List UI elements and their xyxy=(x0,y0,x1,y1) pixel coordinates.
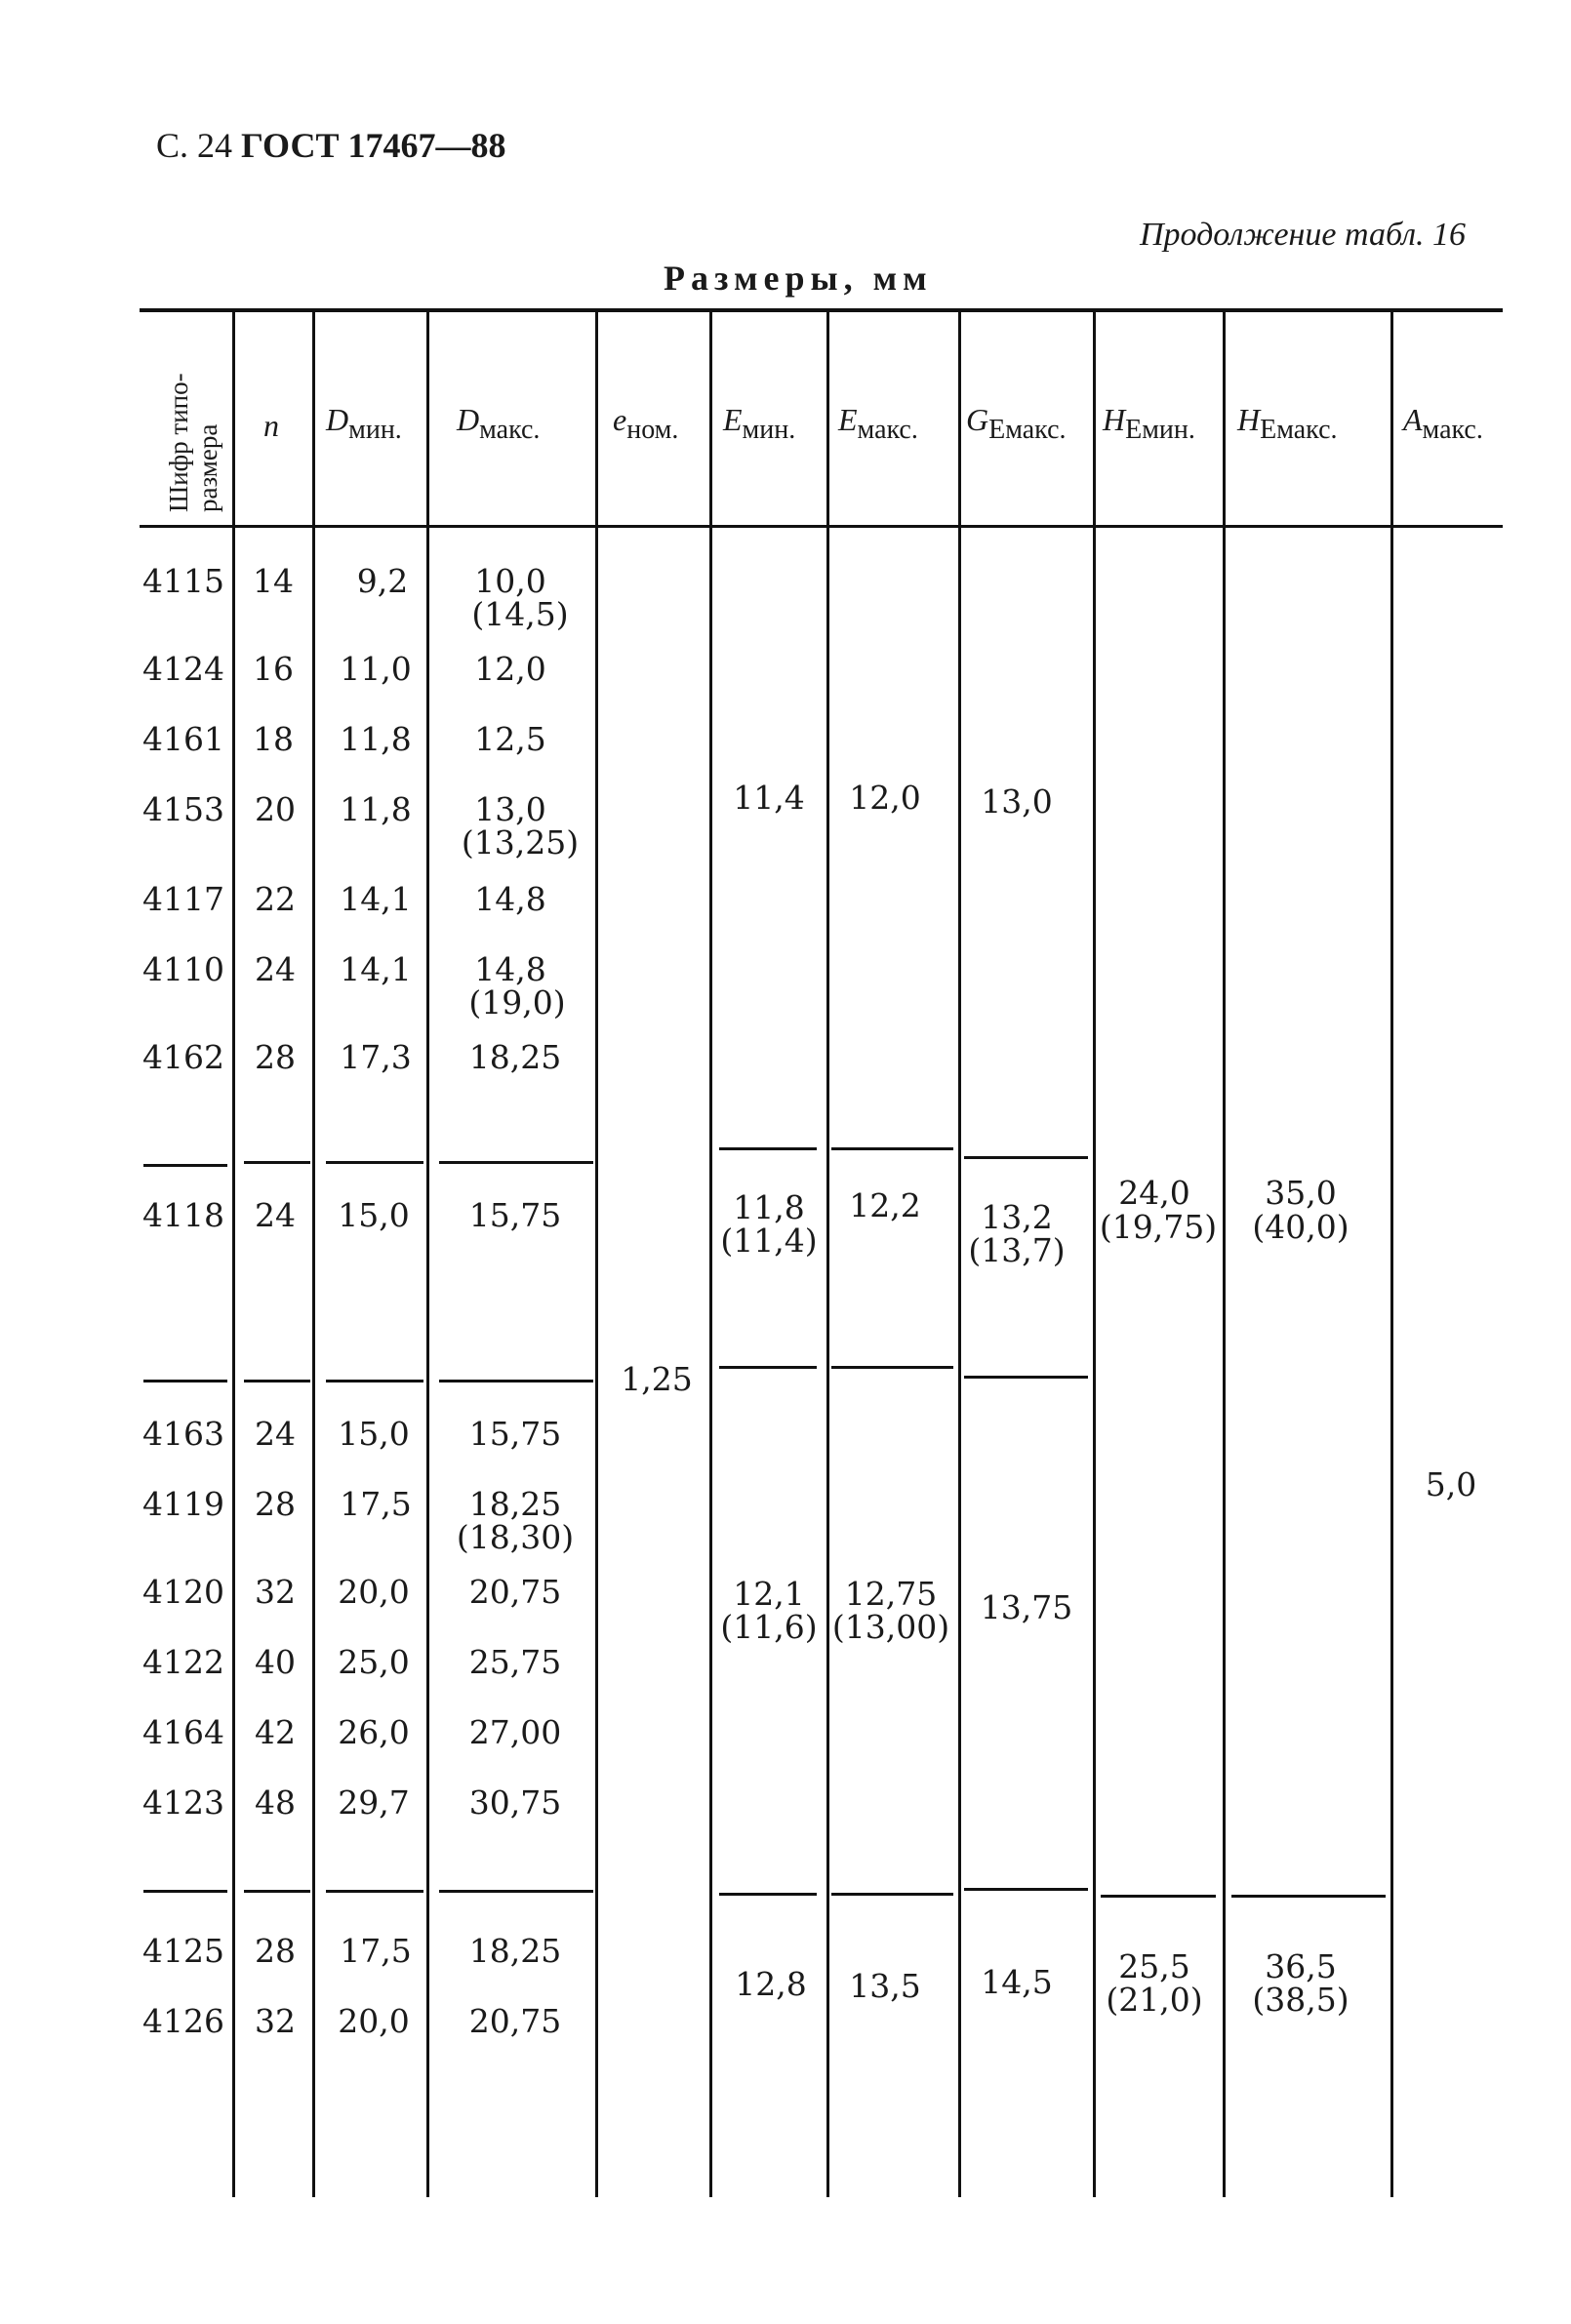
group-rule xyxy=(326,1161,423,1164)
group-g-e-max: 13,75 xyxy=(980,1588,1073,1626)
col-rule xyxy=(958,312,961,2197)
row-d-max: 12,0 xyxy=(474,650,546,688)
row-n: 32 xyxy=(255,1573,296,1611)
e-nom-value: 1,25 xyxy=(621,1360,693,1398)
row-d-min: 20,0 xyxy=(338,2002,410,2040)
row-d-min: 20,0 xyxy=(338,1573,410,1611)
group-g-e-max: 13,0 xyxy=(981,782,1053,821)
group-rule xyxy=(439,1380,593,1382)
row-d-min: 14,1 xyxy=(340,880,412,918)
group-rule xyxy=(143,1890,227,1893)
row-d-min: 15,0 xyxy=(338,1415,410,1453)
col-rule xyxy=(426,312,429,2197)
group-rule xyxy=(143,1164,227,1167)
row-code: 4164 xyxy=(142,1713,224,1751)
group-e-min: 12,1 xyxy=(733,1575,805,1613)
group-h-e-max-alt: (40,0) xyxy=(1252,1208,1349,1246)
row-code: 4161 xyxy=(142,720,224,758)
row-d-min: 11,8 xyxy=(340,720,412,758)
group-h-e-max: 36,5 xyxy=(1265,1947,1337,1985)
row-d-max: 14,8 xyxy=(474,950,546,988)
header-e-max: $E_{макс.}$ xyxy=(838,402,918,445)
row-code: 4125 xyxy=(142,1932,224,1970)
row-n: 24 xyxy=(255,1415,296,1453)
row-code: 4126 xyxy=(142,2002,224,2040)
group-rule xyxy=(964,1888,1088,1891)
a-max-value: 5,0 xyxy=(1425,1465,1477,1503)
row-code: 4153 xyxy=(142,790,224,828)
group-e-min-alt: (11,6) xyxy=(720,1608,818,1646)
header-a-max: $A_{макс.}$ xyxy=(1403,402,1483,445)
col-rule xyxy=(1223,312,1226,2197)
row-d-max-alt: (18,30) xyxy=(456,1518,575,1556)
group-rule xyxy=(831,1893,953,1896)
col-rule xyxy=(826,312,829,2197)
group-h-e-min-alt: (21,0) xyxy=(1106,1981,1203,2019)
group-rule xyxy=(439,1890,593,1893)
group-h-e-min: 25,5 xyxy=(1118,1947,1190,1985)
row-d-min: 11,8 xyxy=(340,790,412,828)
row-d-max-alt: (13,25) xyxy=(461,823,580,861)
col-rule xyxy=(232,312,235,2197)
row-n: 18 xyxy=(253,720,294,758)
units-caption: Размеры, мм xyxy=(664,259,933,298)
row-n: 28 xyxy=(255,1485,296,1523)
row-d-min: 17,3 xyxy=(340,1038,412,1076)
page-header xyxy=(156,125,505,166)
group-g-e-max: 13,2 xyxy=(981,1198,1053,1236)
row-d-min: 14,1 xyxy=(340,950,412,988)
row-n: 14 xyxy=(253,562,294,600)
group-rule xyxy=(244,1161,310,1164)
row-code: 4119 xyxy=(142,1485,224,1523)
row-d-max: 10,0 xyxy=(474,562,546,600)
row-d-max: 20,75 xyxy=(468,2002,562,2040)
row-d-max: 13,0 xyxy=(474,790,546,828)
group-rule xyxy=(964,1156,1088,1159)
col-rule xyxy=(1390,312,1393,2197)
group-g-e-max: 14,5 xyxy=(981,1963,1053,2001)
group-rule xyxy=(244,1380,310,1382)
row-d-max: 18,25 xyxy=(468,1932,562,1970)
col-rule xyxy=(1093,312,1096,2197)
row-d-max: 14,8 xyxy=(474,880,546,918)
row-d-max: 18,25 xyxy=(468,1485,562,1523)
row-d-max: 18,25 xyxy=(468,1038,562,1076)
row-code: 4118 xyxy=(142,1196,224,1234)
row-d-max: 30,75 xyxy=(468,1783,562,1822)
continuation-label: Продолжение табл. 16 xyxy=(1140,217,1467,253)
group-e-max: 12,75 xyxy=(844,1575,938,1613)
group-rule xyxy=(326,1890,423,1893)
group-rule xyxy=(143,1380,227,1382)
row-code: 4163 xyxy=(142,1415,224,1453)
group-e-max-alt: (13,00) xyxy=(831,1608,950,1646)
group-rule xyxy=(964,1376,1088,1379)
group-e-min-alt: (11,4) xyxy=(720,1222,818,1260)
row-n: 20 xyxy=(255,790,296,828)
row-d-max: 25,75 xyxy=(468,1643,562,1681)
row-d-max-alt: (19,0) xyxy=(468,983,566,1022)
row-n: 22 xyxy=(255,880,296,918)
row-code: 4122 xyxy=(142,1643,224,1681)
group-e-min: 11,4 xyxy=(733,779,805,817)
group-rule xyxy=(719,1893,817,1896)
group-rule xyxy=(244,1890,310,1893)
header-h-e-max: $H_{Eмакс.}$ xyxy=(1237,402,1338,445)
group-h-e-max: 35,0 xyxy=(1265,1174,1337,1212)
row-d-min: 26,0 xyxy=(338,1713,410,1751)
header-d-min: $D_{мин.}$ xyxy=(326,402,402,445)
row-d-max-alt: (14,5) xyxy=(471,595,569,633)
group-h-e-min-alt: (19,75) xyxy=(1099,1208,1218,1246)
col-rule xyxy=(709,312,712,2197)
group-e-max: 12,0 xyxy=(849,779,921,817)
group-rule xyxy=(831,1147,953,1150)
header-e-min: $E_{мин.}$ xyxy=(723,402,796,445)
standard-number: ГОСТ 17467—88 xyxy=(241,126,506,165)
row-n: 28 xyxy=(255,1932,296,1970)
row-d-min: 15,0 xyxy=(338,1196,410,1234)
row-code: 4124 xyxy=(142,650,224,688)
row-d-max: 15,75 xyxy=(468,1196,562,1234)
table-top-rule xyxy=(140,308,1503,312)
row-d-min: 9,2 xyxy=(356,562,409,600)
group-rule xyxy=(439,1161,593,1164)
row-d-min: 29,7 xyxy=(338,1783,410,1822)
row-n: 24 xyxy=(255,1196,296,1234)
row-n: 24 xyxy=(255,950,296,988)
group-rule xyxy=(719,1366,817,1369)
group-rule xyxy=(1231,1895,1386,1898)
row-d-max: 20,75 xyxy=(468,1573,562,1611)
header-d-max: $D_{макс.}$ xyxy=(457,402,541,445)
row-d-max: 27,00 xyxy=(468,1713,562,1751)
group-rule xyxy=(719,1147,817,1150)
header-code: Шифр типо- размера xyxy=(164,373,222,512)
group-e-max: 12,2 xyxy=(849,1186,921,1224)
group-rule xyxy=(1101,1895,1216,1898)
row-d-min: 17,5 xyxy=(340,1932,412,1970)
row-code: 4117 xyxy=(142,880,224,918)
row-n: 42 xyxy=(255,1713,296,1751)
row-code: 4120 xyxy=(142,1573,224,1611)
row-d-min: 25,0 xyxy=(338,1643,410,1681)
group-rule xyxy=(831,1366,953,1369)
header-e-nom: $e_{ном.}$ xyxy=(613,402,679,445)
row-code: 4123 xyxy=(142,1783,224,1822)
group-h-e-min: 24,0 xyxy=(1118,1174,1190,1212)
header-h-e-min: $H_{Eмин.}$ xyxy=(1103,402,1195,445)
group-h-e-max-alt: (38,5) xyxy=(1252,1981,1349,2019)
group-e-min: 12,8 xyxy=(735,1965,807,2003)
row-n: 40 xyxy=(255,1643,296,1681)
row-n: 48 xyxy=(255,1783,296,1822)
row-n: 28 xyxy=(255,1038,296,1076)
header-g-e-max: $G_{Eмакс.}$ xyxy=(966,402,1067,445)
header-bottom-rule xyxy=(140,525,1503,528)
col-rule xyxy=(595,312,598,2197)
col-rule xyxy=(312,312,315,2197)
row-n: 32 xyxy=(255,2002,296,2040)
row-code: 4115 xyxy=(142,562,224,600)
row-d-min: 17,5 xyxy=(340,1485,412,1523)
row-n: 16 xyxy=(253,650,294,688)
row-code: 4162 xyxy=(142,1038,224,1076)
group-g-e-max-alt: (13,7) xyxy=(968,1231,1066,1269)
group-rule xyxy=(326,1380,423,1382)
row-d-max: 15,75 xyxy=(468,1415,562,1453)
row-code: 4110 xyxy=(142,950,224,988)
group-e-min: 11,8 xyxy=(733,1188,805,1226)
row-d-max: 12,5 xyxy=(474,720,546,758)
row-d-min: 11,0 xyxy=(340,650,412,688)
page-number: С. 24 xyxy=(156,126,233,165)
header-n: n xyxy=(263,408,279,443)
group-e-max: 13,5 xyxy=(849,1967,921,2005)
